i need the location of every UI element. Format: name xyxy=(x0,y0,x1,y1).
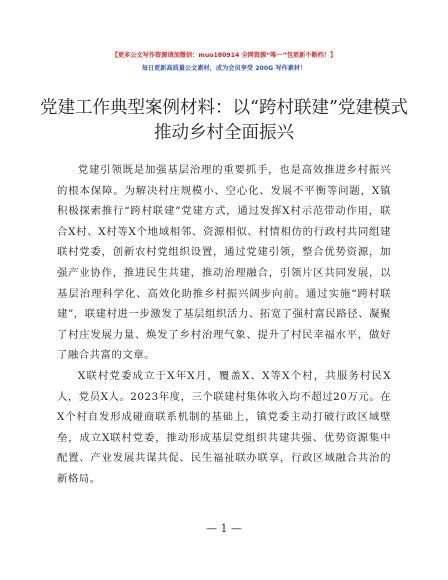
document-body xyxy=(57,160,391,490)
document-title: 党建工作典型案例材料：以“跨村联建”党建模式推动乡村全面振兴 xyxy=(40,98,408,143)
promo-line-1: 【更多公文写作资源请加微信：muo180914 全网资源“唯一”包更新不断档！】 xyxy=(111,52,337,59)
body-paragraph-2: X联村党委成立于X年X月，覆盖X、X等X个村，共服务村民X人，党员X人。2023年度，三个联建村集体收入均不超过20万元。在X个村自发形成碰商联系机制的基础上，镇党委主动打破行政区域壁垒，成立X联村党委，推动形成基层党组织共建共强、优势资源集中配置、产业发展共谋共促、民生福祉联办联享，行政区域融合共治的新格局。 xyxy=(57,369,391,485)
promo-line-2: 每日更新高质量公文素材，成为会员享受 200G 写作素材！ xyxy=(141,65,307,72)
body-paragraph-1: 党建引领既是加强基层治理的重要抓手，也是高效推进乡村振兴的根本保障。为解决村庄规模小、空心化、发展不平衡等问题，X镇积极探索推行“跨村联建”党建方式，通过发挥X村示范带动作用，联合X村、X村等X个地域相邻、资源相似、村情相仿的行政村共同组建联村党委，创新农村党组织设置，通过党建引领，整合优势资源，加强产业协作，推进民生共建，推动治理融合，引领片区共同发展，以基层治理科学化、高效化助推乡村振兴阔步向前。通过实施“跨村联建”，联建村进一步激发了基层组织活力、拓宽了强村富民路径、凝聚了村庄发展力量、焕发了乡村治理气象、提升了村民幸福水平，做好了融合共富的文章。 xyxy=(57,164,391,362)
page-number: — 1 — xyxy=(206,522,242,535)
